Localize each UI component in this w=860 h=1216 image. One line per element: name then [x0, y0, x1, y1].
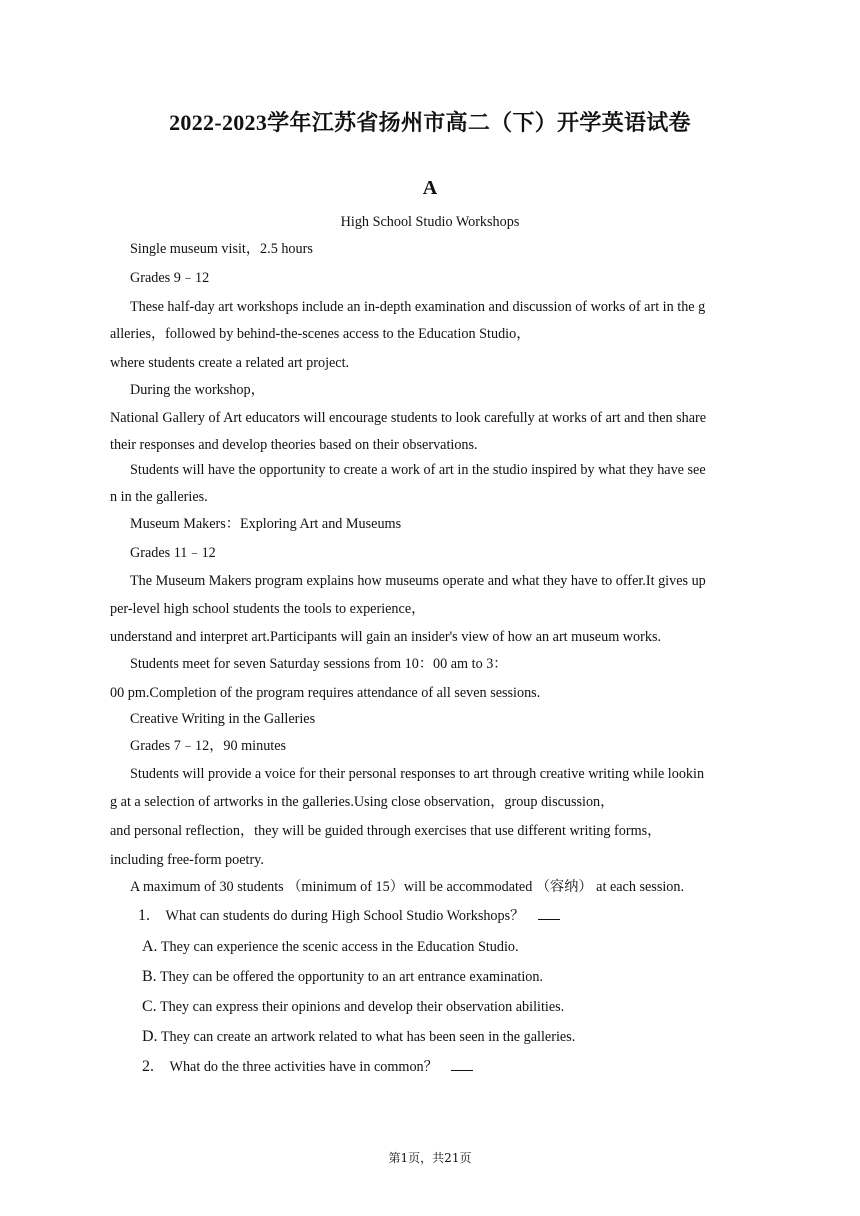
option-letter: D.: [142, 1028, 158, 1045]
passage-line: Creative Writing in the Galleries: [130, 711, 316, 727]
question-number: 2.: [142, 1058, 154, 1075]
option-a: [142, 938, 519, 956]
option-letter: C.: [142, 998, 157, 1015]
passage-heading: High School Studio Workshops: [340, 214, 520, 230]
passage-line: n in the galleries.: [110, 489, 208, 505]
question-number: 1.: [138, 907, 150, 924]
option-text: They can create an artwork related to what has been seen in the galleries.: [160, 1029, 576, 1045]
passage-line: and personal reflection，they will be guided through exercises that use different writing forms，: [110, 823, 662, 839]
passage-line: Museum Makers：Exploring Art and Museums: [130, 516, 402, 532]
option-letter: A.: [142, 938, 158, 955]
passage-line: their responses and develop theories based on their observations.: [110, 437, 478, 453]
passage-line: The Museum Makers program explains how museums operate and what they have to offer.It gives up: [130, 573, 706, 589]
passage-line: Grades 9﹣12: [130, 270, 210, 286]
question-1: [138, 907, 560, 925]
passage-line: These half-day art workshops include an in-depth examination and discussion of works of art in the g: [130, 299, 706, 315]
passage-line: Grades 7﹣12，90 minutes: [130, 738, 287, 754]
question-2: [142, 1058, 473, 1076]
page-footer: 第1页，共21页: [388, 1151, 472, 1165]
option-b: [142, 968, 543, 986]
passage-line: including free-form poetry.: [110, 852, 264, 868]
passage-line: where students create a related art project.: [110, 355, 350, 371]
passage-line: understand and interpret art.Participants will gain an insider's view of how an art museum works.: [110, 629, 662, 645]
passage-line: Grades 11﹣12: [130, 545, 216, 561]
option-d: [142, 1028, 575, 1046]
question-text: What can students do during High School Studio Workshops？: [165, 908, 525, 924]
section-label: A: [422, 177, 438, 199]
passage-line: National Gallery of Art educators will encourage students to look carefully at works of art and then share: [110, 410, 707, 426]
passage-line: per-level high school students the tools to experience，: [110, 601, 426, 617]
passage-line: During the workshop，: [130, 382, 265, 398]
question-text: What do the three activities have in common？: [169, 1059, 438, 1075]
passage-line: Single museum visit，2.5 hours: [130, 241, 313, 257]
passage-line: g at a selection of artworks in the galleries.Using close observation，group discussion，: [110, 794, 615, 810]
answer-blank: [451, 1058, 473, 1071]
passage-line: 00 pm.Completion of the program requires attendance of all seven sessions.: [110, 685, 541, 701]
passage-line: Students meet for seven Saturday sessions from 10：00 am to 3：: [130, 656, 508, 672]
answer-blank: [538, 907, 560, 920]
passage-line: Students will have the opportunity to create a work of art in the studio inspired by what they have see: [130, 462, 706, 478]
option-c: [142, 998, 564, 1016]
passage-line: alleries，followed by behind-the-scenes access to the Education Studio，: [110, 326, 531, 342]
option-letter: B.: [142, 968, 157, 985]
passage-line: A maximum of 30 students （minimum of 15）will be accommodated （容纳） at each session.: [130, 879, 685, 895]
option-text: They can express their opinions and develop their observation abilities.: [159, 999, 565, 1015]
option-text: They can be offered the opportunity to an art entrance examination.: [159, 969, 544, 985]
page-title: 2022-2023学年江苏省扬州市高二（下）开学英语试卷: [169, 110, 691, 135]
option-text: They can experience the scenic access in the Education Studio.: [160, 939, 519, 955]
passage-line: Students will provide a voice for their personal responses to art through creative writing while lookin: [130, 766, 705, 782]
